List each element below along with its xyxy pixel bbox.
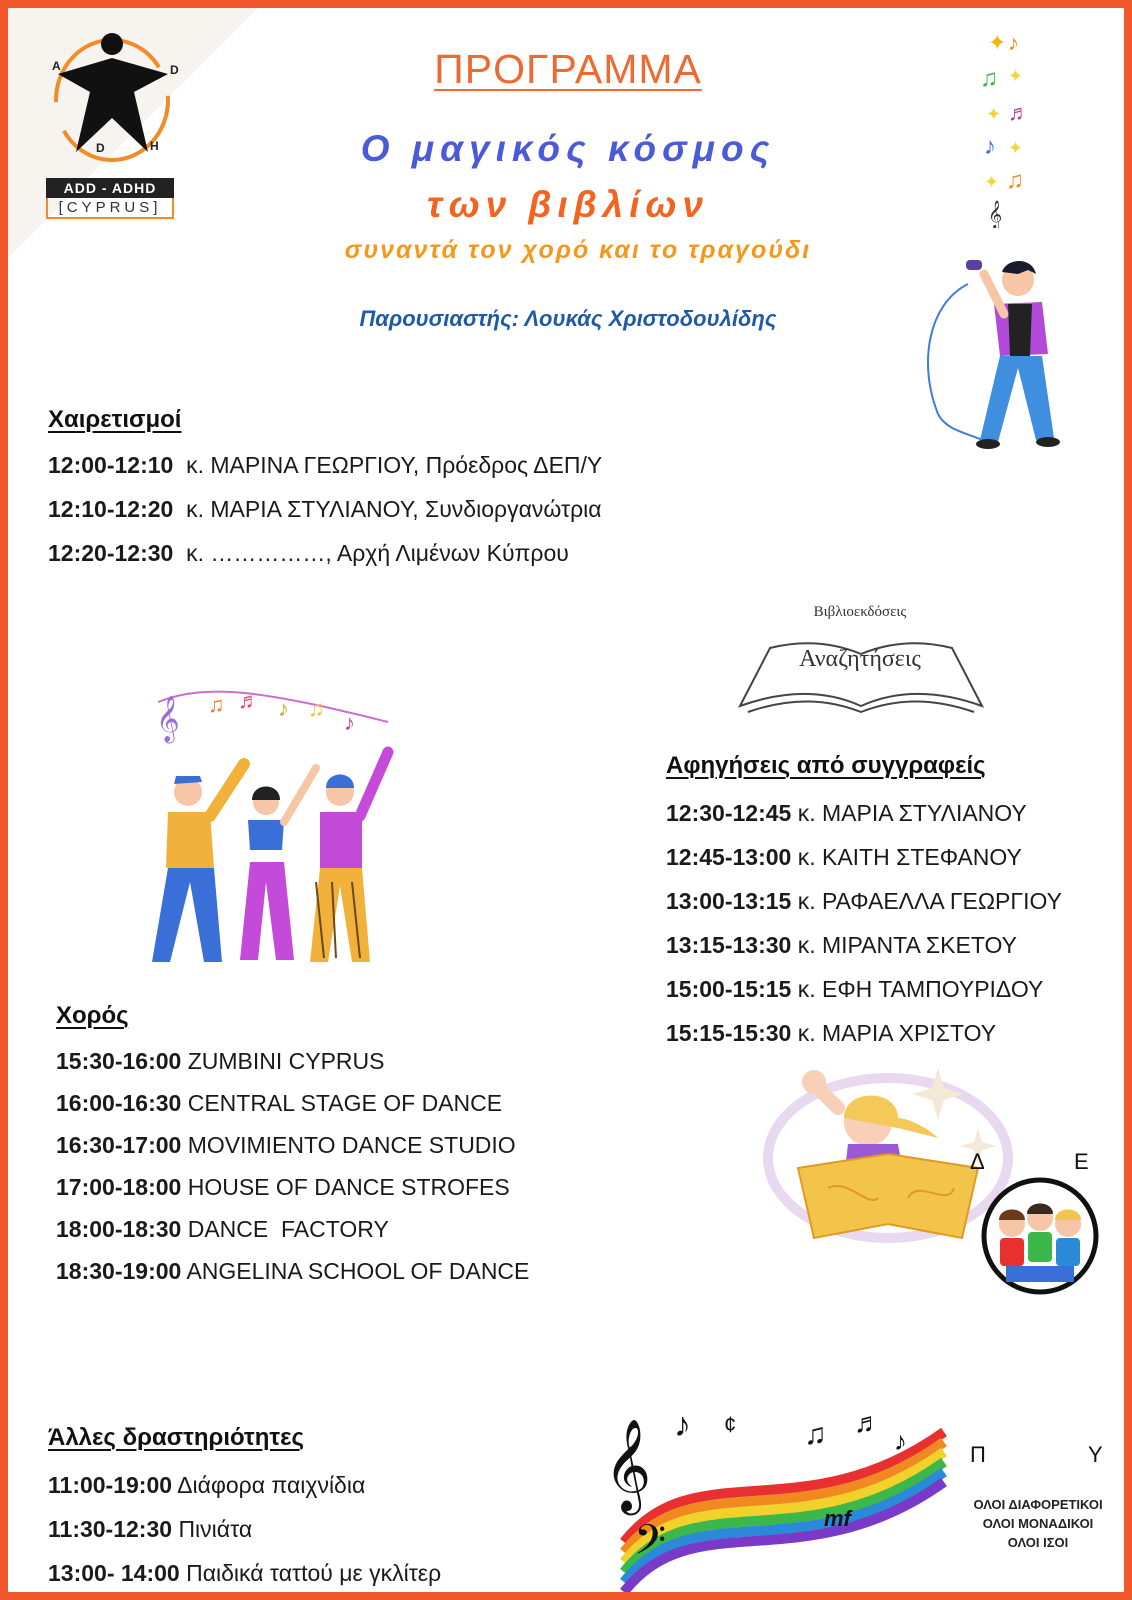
other-row: 11:00-19:00 Διάφορα παιχνίδια bbox=[48, 1472, 366, 1498]
readings-row: 13:00-13:15 κ. ΡΑΦΑΕΛΛΑ ΓΕΩΡΓΙΟΥ bbox=[666, 888, 1062, 914]
add-adhd-logo bbox=[46, 22, 180, 174]
svg-text:♫: ♫ bbox=[980, 65, 998, 92]
readings-row: 12:45-13:00 κ. ΚΑΙΤΗ ΣΤΕΦΑΝΟΥ bbox=[666, 844, 1022, 870]
dance-row: 16:00-16:30 CENTRAL STAGE OF DANCE bbox=[56, 1090, 503, 1116]
open-book-icon bbox=[730, 628, 992, 718]
svg-text:♪: ♪ bbox=[1008, 30, 1019, 55]
dance-row: 18:30-19:00 ANGELINA SCHOOL OF DANCE bbox=[56, 1258, 530, 1284]
logo-tags bbox=[46, 178, 174, 219]
dep-letter: Ε bbox=[1074, 1149, 1089, 1174]
motto bbox=[948, 1495, 1128, 1552]
readings-row: 12:30-12:45 κ. ΜΑΡΙΑ ΣΤΥΛΙΑΝΟΥ bbox=[666, 800, 1027, 826]
svg-text:♫: ♫ bbox=[1006, 167, 1024, 194]
svg-text:✦: ✦ bbox=[988, 30, 1007, 55]
greetings-row: 12:00-12:10 κ. ΜΑΡΙΝΑ ΓΕΩΡΓΙΟΥ, Πρόεδρος ΔΕΠ/Υ bbox=[48, 452, 603, 478]
publisher-small: Βιβλιοεκδόσεις bbox=[813, 604, 907, 620]
svg-text:✦: ✦ bbox=[1008, 66, 1024, 86]
svg-text:♪: ♪ bbox=[984, 133, 996, 160]
dance-row: 15:30-16:00 ZUMBINI CYPRUS bbox=[56, 1048, 385, 1074]
singer-illustration bbox=[908, 244, 1068, 454]
page-title: ΠΡΟΓΡΑΜΜΑ bbox=[434, 46, 702, 92]
dep-letter: Υ bbox=[1088, 1442, 1103, 1467]
svg-text:D: D bbox=[170, 63, 179, 77]
treble-clef-icon: 𝄞 bbox=[156, 697, 180, 741]
rainbow-music-illustration bbox=[604, 1392, 954, 1600]
svg-text:♪: ♪ bbox=[674, 1406, 691, 1444]
music-notes-icon bbox=[978, 28, 1058, 228]
microphone-icon bbox=[966, 260, 982, 270]
other-row: 13:00- 14:00 Παιδικά τατtoύ με γκλίτερ bbox=[48, 1560, 442, 1586]
svg-text:♪: ♪ bbox=[894, 1426, 907, 1456]
svg-text:♪: ♪ bbox=[278, 696, 289, 721]
other-row: 11:30-12:30 Πινιάτα bbox=[48, 1516, 253, 1542]
svg-text:✦: ✦ bbox=[986, 104, 1002, 124]
svg-text:A: A bbox=[52, 59, 61, 73]
readings-row: 13:15-13:30 κ. ΜΙΡΑΝΤΑ ΣΚΕΤΟΥ bbox=[666, 932, 1017, 958]
dancers-illustration bbox=[148, 672, 398, 972]
svg-text:D: D bbox=[96, 141, 105, 155]
dance-heading: Χορός bbox=[56, 1002, 129, 1029]
svg-text:✦: ✦ bbox=[984, 172, 1000, 192]
motto-line: ΟΛΟΙ ΙΣΟΙ bbox=[1007, 1535, 1069, 1550]
svg-text:♬: ♬ bbox=[1008, 100, 1030, 125]
svg-text:♪: ♪ bbox=[344, 710, 355, 735]
svg-text:♬: ♬ bbox=[238, 688, 260, 713]
svg-text:♬: ♬ bbox=[854, 1407, 882, 1438]
dep-letter: Δ bbox=[970, 1149, 985, 1174]
dep-letter: Π bbox=[970, 1442, 986, 1467]
svg-text:mf: mf bbox=[824, 1506, 851, 1531]
greetings-row: 12:10-12:20 κ. ΜΑΡΙΑ ΣΤΥΛΙΑΝΟΥ, Συνδιοργανώτρια bbox=[48, 496, 602, 522]
treble-clef-icon: 𝄞 bbox=[604, 1420, 652, 1509]
svg-text:♫: ♫ bbox=[804, 1418, 827, 1451]
readings-row: 15:00-15:15 κ. ΕΦΗ ΤΑΜΠΟΥΡΙΔΟΥ bbox=[666, 976, 1044, 1002]
svg-text:♫: ♫ bbox=[208, 692, 225, 717]
readings-heading: Αφηγήσεις από συγγραφείς bbox=[666, 752, 986, 779]
subtitle-line-2: των βιβλίων bbox=[427, 184, 709, 225]
svg-text:𝄞: 𝄞 bbox=[988, 201, 1003, 228]
bass-clef-icon: 𝄢 bbox=[634, 1517, 667, 1573]
greetings-row: 12:20-12:30 κ. ……………, Αρχή Λιμένων Κύπρου bbox=[48, 540, 569, 566]
subtitle-line-3: συναντά τον χορό και το τραγούδι bbox=[344, 236, 812, 264]
svg-text:H: H bbox=[150, 139, 159, 153]
logo-tag-cyprus: [CYPRUS] bbox=[46, 198, 174, 219]
logo-head-icon bbox=[101, 33, 123, 55]
other-heading: Άλλες δραστηριότητες bbox=[48, 1424, 304, 1451]
motto-line: ΟΛΟΙ ΜΟΝΑΔΙΚΟΙ bbox=[982, 1516, 1094, 1531]
svg-text:✦: ✦ bbox=[1008, 138, 1024, 158]
dance-row: 16:30-17:00 MOVIMIENTO DANCE STUDIO bbox=[56, 1132, 516, 1158]
dance-row: 18:00-18:30 DANCE FACTORY bbox=[56, 1216, 389, 1242]
svg-text:♫: ♫ bbox=[308, 696, 325, 721]
greetings-heading: Χαιρετισμοί bbox=[48, 406, 182, 433]
readings-row: 15:15-15:30 κ. ΜΑΡΙΑ ΧΡΙΣΤΟΥ bbox=[666, 1020, 997, 1046]
children-logo-icon bbox=[970, 1176, 1110, 1296]
publisher-big: Αναζητήσεις bbox=[799, 646, 921, 672]
subtitle-line-1: Ο μαγικός κόσμος bbox=[360, 128, 776, 169]
dance-row: 17:00-18:00 HOUSE OF DANCE STROFES bbox=[56, 1174, 510, 1200]
svg-text:¢: ¢ bbox=[724, 1412, 737, 1437]
logo-tag-add-adhd: ADD - ADHD bbox=[46, 178, 174, 198]
motto-line: ΟΛΟΙ ΔΙΑΦΟΡΕΤΙΚΟΙ bbox=[973, 1497, 1103, 1512]
presenter: Παρουσιαστής: Λουκάς Χριστοδουλίδης bbox=[359, 306, 777, 331]
star-figure-icon bbox=[58, 58, 168, 152]
